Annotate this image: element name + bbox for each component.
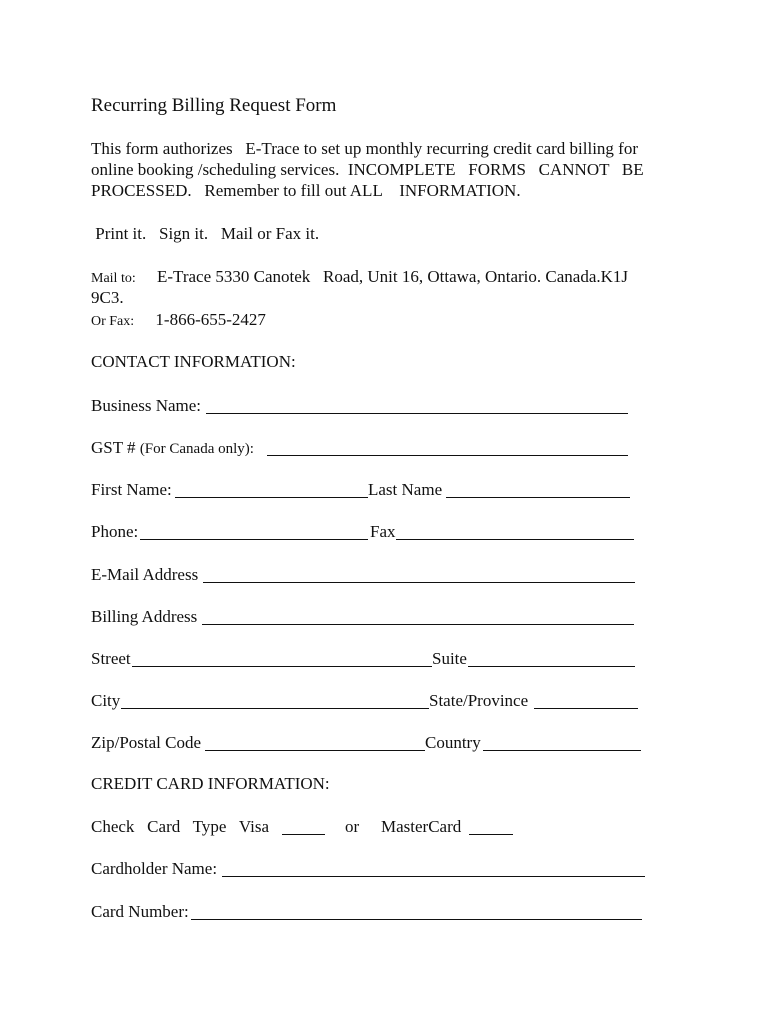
business-name-field[interactable] [206, 413, 628, 414]
mail-address: E-Trace 5330 Canotek Road, Unit 16, Ottawa, Ontario. Canada.K1J [156, 267, 629, 286]
or-label: or [345, 817, 360, 836]
instructions: Print it. Sign it. Mail or Fax it. [91, 224, 320, 243]
intro-line-2: online booking /scheduling services. INCOMPLETE FORMS CANNOT BE [91, 160, 644, 179]
card-type-label: Check Card Type Visa [91, 817, 269, 836]
phone-field[interactable] [140, 539, 368, 540]
zip-field[interactable] [205, 750, 425, 751]
business-name-label: Business Name: [91, 396, 202, 415]
form-title: Recurring Billing Request Form [91, 95, 337, 116]
business-name-row [91, 395, 770, 417]
first-name-field[interactable] [175, 497, 368, 498]
billing-address-row [91, 606, 770, 628]
gst-label-prefix: GST # [91, 438, 140, 457]
street-label: Street [91, 649, 131, 668]
mail-label: Mail to: [91, 271, 136, 286]
phone-label: Phone: [91, 522, 139, 541]
credit-card-heading: CREDIT CARD INFORMATION: [91, 774, 330, 793]
card-type-row [91, 816, 770, 838]
email-field[interactable] [203, 582, 635, 583]
card-number-row [91, 901, 770, 923]
mastercard-label: MasterCard [381, 817, 462, 836]
city-row [91, 690, 770, 712]
last-name-field[interactable] [446, 497, 630, 498]
contact-heading: CONTACT INFORMATION: [91, 352, 296, 371]
last-name-label: Last Name [368, 480, 443, 499]
mail-address-continued: 9C3. [91, 288, 124, 307]
mastercard-field[interactable] [469, 834, 513, 835]
name-row [91, 479, 770, 501]
suite-label: Suite [432, 649, 467, 668]
email-label: E-Mail Address [91, 565, 199, 584]
fax-line [91, 309, 266, 332]
suite-field[interactable] [468, 666, 635, 667]
fax-number: 1-866-655-2427 [155, 310, 266, 329]
billing-address-label: Billing Address [91, 607, 198, 626]
gst-label-note: (For Canada only): [139, 441, 254, 457]
zip-label: Zip/Postal Code [91, 733, 202, 752]
state-field[interactable] [534, 708, 638, 709]
mail-line [91, 266, 628, 289]
intro-line-3: PROCESSED. Remember to fill out ALL INFORMATION. [91, 181, 521, 200]
visa-field[interactable] [282, 834, 325, 835]
country-field[interactable] [483, 750, 641, 751]
fax-field[interactable] [396, 539, 634, 540]
card-number-label: Card Number: [91, 902, 189, 921]
state-label: State/Province [429, 691, 529, 710]
intro-paragraph [91, 138, 644, 201]
zip-row [91, 732, 770, 754]
phone-row [91, 521, 770, 543]
cardholder-label: Cardholder Name: [91, 859, 218, 878]
street-field[interactable] [132, 666, 432, 667]
country-label: Country [425, 733, 481, 752]
card-number-field[interactable] [191, 919, 642, 920]
email-row [91, 564, 770, 586]
gst-row [91, 437, 770, 459]
cardholder-row [91, 858, 770, 880]
gst-field[interactable] [267, 455, 628, 456]
fax-label: Or Fax: [91, 314, 135, 329]
fax-field-label: Fax [370, 522, 396, 541]
cardholder-field[interactable] [222, 876, 645, 877]
first-name-label: First Name: [91, 480, 172, 499]
gst-label [91, 437, 254, 460]
intro-line-1: This form authorizes E-Trace to set up monthly recurring credit card billing for [91, 139, 638, 158]
city-field[interactable] [121, 708, 429, 709]
street-row [91, 648, 770, 670]
billing-address-field[interactable] [202, 624, 634, 625]
city-label: City [91, 691, 121, 710]
